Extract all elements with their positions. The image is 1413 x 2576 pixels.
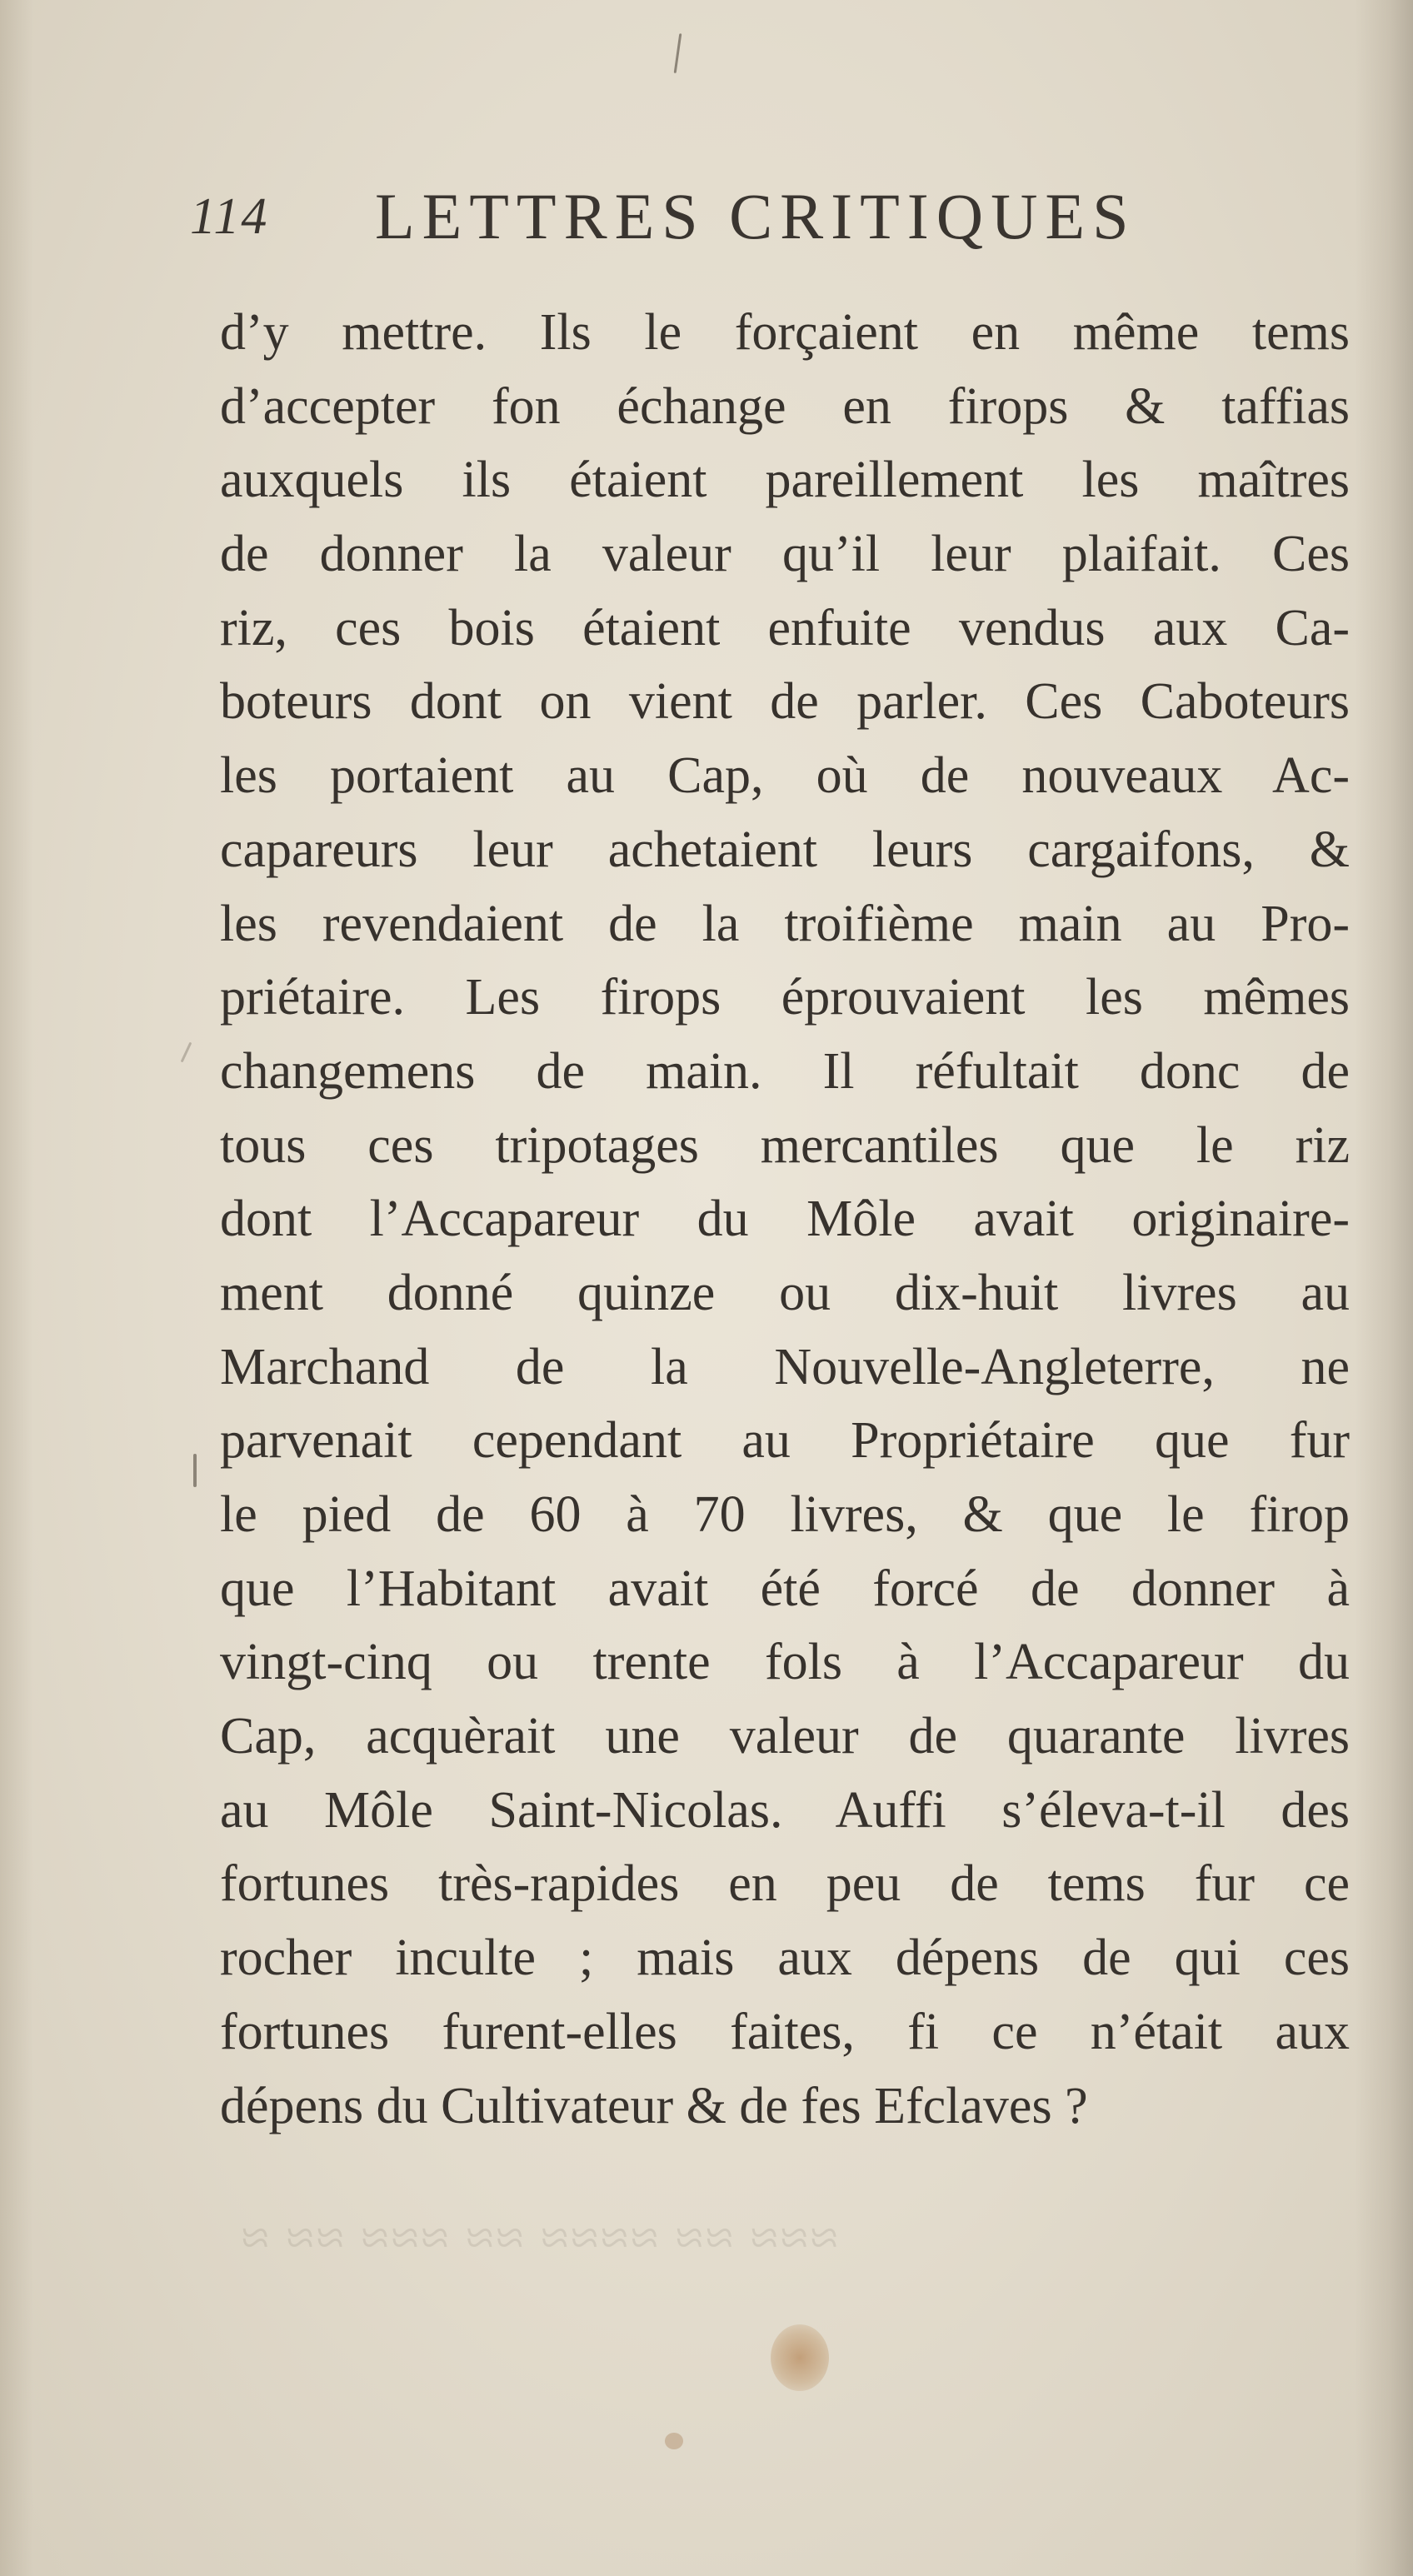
text-line: tous ces tripotages mercantiles que le riz xyxy=(220,1116,1350,1174)
text-line: changemens de main. Il réfultait donc de xyxy=(220,1042,1350,1100)
page-number: 114 xyxy=(190,188,269,245)
text-line: que l’Habitant avait été forcé de donner à xyxy=(220,1560,1350,1617)
text-line: au Môle Saint-Nicolas. Auffi s’éleva-t-il des xyxy=(220,1781,1350,1839)
paper-stain-small xyxy=(665,2433,683,2449)
text-line: parvenait cependant au Propriétaire que fur xyxy=(220,1412,1350,1470)
text-line: boteurs dont on vient de parler. Ces Caboteurs xyxy=(220,673,1350,731)
text-line: ment donné quinze ou dix-huit livres au xyxy=(220,1264,1350,1321)
running-header xyxy=(190,179,1240,262)
ink-speck xyxy=(674,33,682,73)
show-through-text: ≈ ≈≈ ≈≈≈ ≈≈ ≈≈≈≈ ≈≈ ≈≈≈ xyxy=(242,2210,841,2265)
text-line: le pied de 60 à 70 livres, & que le firop xyxy=(220,1486,1350,1543)
gutter-shadow xyxy=(1355,0,1413,2576)
body-text xyxy=(220,296,1350,2143)
page-edge-shading xyxy=(0,0,33,2576)
text-line: auxquels ils étaient pareillement les maîtres xyxy=(220,452,1350,509)
ink-speck xyxy=(181,1042,192,1063)
text-line: fortunes très-rapides en peu de tems fur ce xyxy=(220,1855,1350,1913)
text-line: dont l’Accapareur du Môle avait originaire- xyxy=(220,1191,1350,1248)
text-line: de donner la valeur qu’il leur plaifait. Ces xyxy=(220,526,1350,583)
text-line: les portaient au Cap, où de nouveaux Ac- xyxy=(220,747,1350,805)
text-line: les revendaient de la troifième main au Pro- xyxy=(220,895,1350,952)
text-line: d’accepter fon échange en firops & taffias xyxy=(220,377,1350,435)
ink-speck xyxy=(193,1454,197,1487)
text-line: rocher inculte ; mais aux dépens de qui ces xyxy=(220,1930,1350,1987)
text-line: dépens du Cultivateur & de fes Efclaves ? xyxy=(220,2077,1088,2134)
text-line: Marchand de la Nouvelle-Angleterre, ne xyxy=(220,1338,1350,1395)
text-line: d’y mettre. Ils le forçaient en même tems xyxy=(220,304,1350,361)
text-line: priétaire. Les firops éprouvaient les mêmes xyxy=(220,969,1350,1026)
text-line: vingt-cinq ou trente fols à l’Accapareur du xyxy=(220,1634,1350,1691)
paper-stain xyxy=(771,2324,829,2391)
text-line: fortunes furent-elles faites, fi ce n’était aux xyxy=(220,2003,1350,2060)
text-line: riz, ces bois étaient enfuite vendus aux Ca- xyxy=(220,599,1350,656)
text-line: capareurs leur achetaient leurs cargaifons, & xyxy=(220,821,1350,878)
running-title: LETTRES CRITIQUES xyxy=(375,180,1136,252)
text-line: Cap, acquèrait une valeur de quarante livres xyxy=(220,1708,1350,1765)
